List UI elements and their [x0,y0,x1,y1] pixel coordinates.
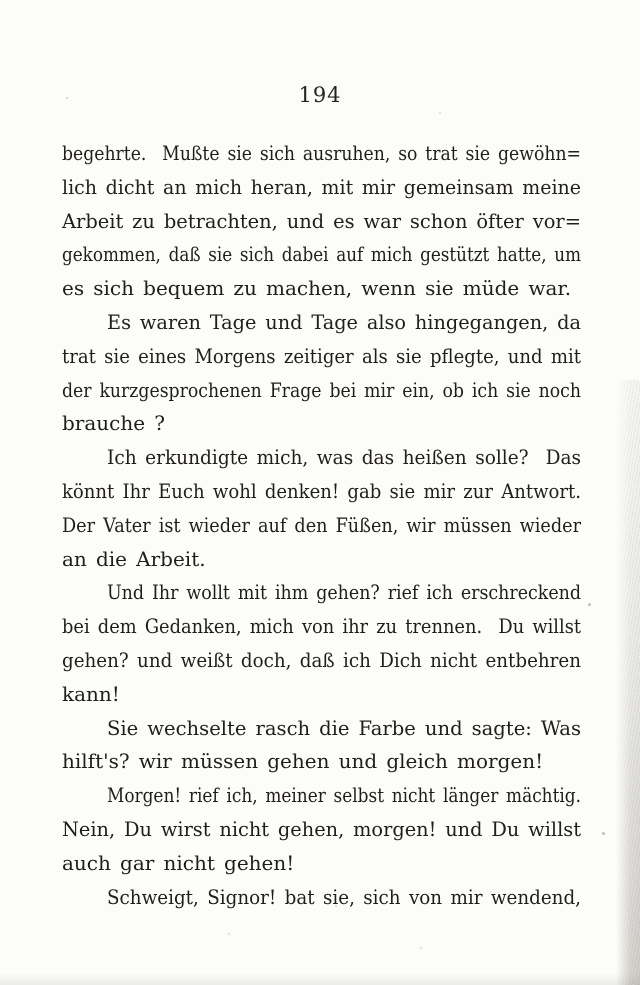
text-line [62,543,581,577]
dust-speck [228,933,230,935]
text-line [62,407,581,441]
text-line [62,610,581,644]
scan-edge-shadow-right [616,380,640,985]
text-line-content: begehrte. Mußte sie sich ausruhen, so trat sie gewöhn= [62,141,581,165]
dust-speck [335,905,337,907]
text-block [62,137,581,914]
text-line [62,847,581,881]
text-line [62,171,581,205]
text-line-content: Morgen! rief ich, meiner selbst nicht länger mächtig. [107,783,581,808]
text-line [62,374,581,408]
dust-speck [588,603,591,606]
text-line-content: könnt Ihr Euch wohl denken! gab sie mir zur Antwort. [62,478,581,503]
text-line [62,576,581,610]
text-line-content: Der Vater ist wieder auf den Füßen, wir müssen wieder [62,512,581,537]
scan-edge-shadow-bottom [0,973,640,985]
text-line-content: kann! [62,681,120,706]
text-line-content: auch gar nicht gehen! [62,850,295,875]
text-line [62,205,581,239]
text-line-content: Sie wechselte rasch die Farbe und sagte: Was [107,715,581,740]
text-line [62,441,581,475]
text-line [62,238,581,272]
text-line [62,779,581,813]
text-line [62,644,581,678]
text-line-content: der kurzgesprochenen Frage bei mir ein, ob ich sie noch [62,377,581,402]
text-line-content: Nein, Du wirst nicht gehen, morgen! und Du willst [62,816,581,841]
text-line-content: brauche ? [62,411,165,436]
text-line-content: hilft's? wir müssen gehen und gleich morgen! [62,749,544,774]
text-line-content: es sich bequem zu machen, wenn sie müde war. [62,276,572,301]
text-line-content: Ich erkundigte mich, was das heißen solle? Das [107,445,581,470]
text-line-content: lich dicht an mich heran, mit mir gemeinsam meine [62,174,581,199]
text-line-content: trat sie eines Morgens zeitiger als sie pflegte, und mit [62,343,581,368]
text-line [62,340,581,374]
text-line [62,813,581,847]
text-line-content: Es waren Tage und Tage also hingegangen, da [107,309,581,334]
text-line-content: Arbeit zu betrachten, und es war schon öfter vor= [62,208,581,233]
dust-speck [439,112,441,114]
text-line-content: bei dem Gedanken, mich von ihr zu trennen. Du willst [62,614,581,639]
text-line [62,881,581,915]
page-number: 194 [298,83,342,107]
text-line [62,745,581,779]
text-line-content: Und Ihr wollt mit ihm gehen? rief ich erschreckend [107,580,581,605]
text-line-content: gehen? und weißt doch, daß ich Dich nicht entbehren [62,647,581,672]
text-line-content: gekommen, daß sie sich dabei auf mich gestützt hatte, um [62,242,581,267]
text-line [62,137,581,171]
text-line-content: an die Arbeit. [62,546,206,571]
text-line [62,272,581,306]
text-line [62,306,581,340]
dust-speck [66,97,68,99]
text-line [62,509,581,543]
dust-speck [602,832,605,835]
text-line [62,475,581,509]
text-line-content: Schweigt, Signor! bat sie, sich von mir wendend, [107,884,581,909]
text-line [62,678,581,712]
dust-speck [420,947,422,949]
text-line [62,712,581,746]
